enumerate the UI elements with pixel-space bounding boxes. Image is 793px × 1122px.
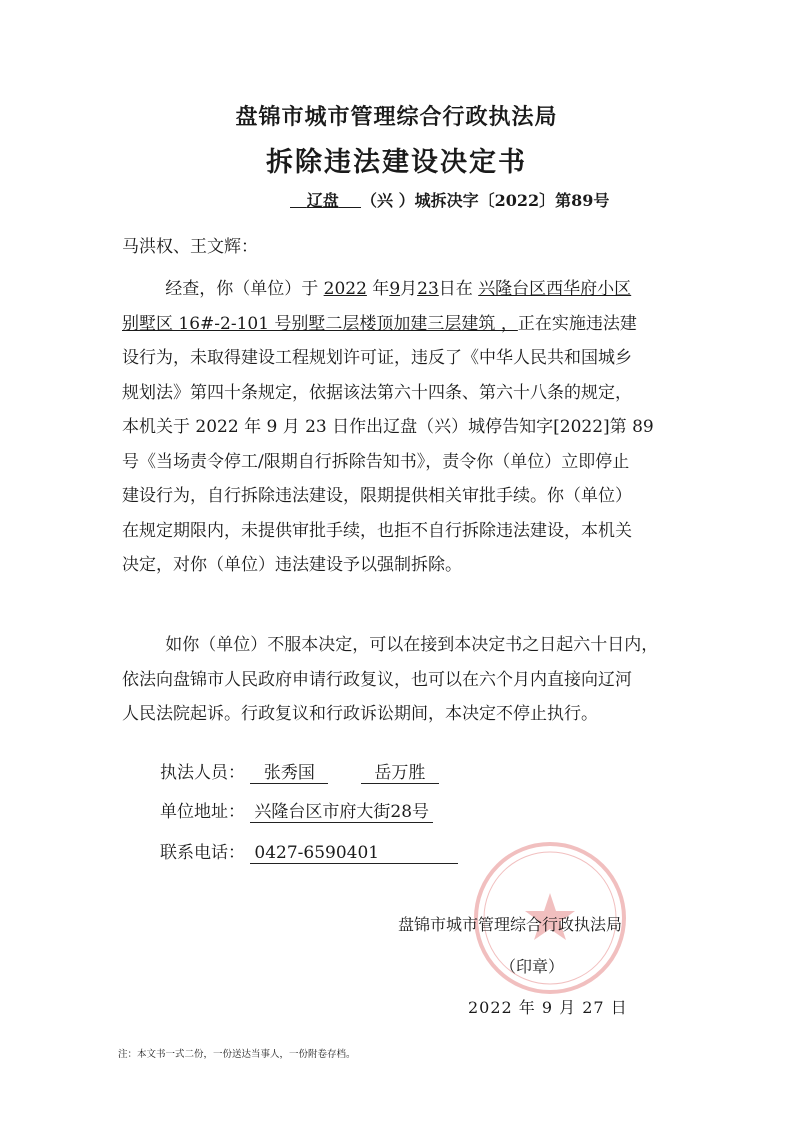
address-label: 单位地址： — [160, 802, 245, 822]
paragraph-line: 人民法院起诉。行政复议和行政诉讼期间，本决定不停止执行。 — [122, 704, 598, 724]
document-number — [290, 188, 609, 211]
paragraph-line: 本机关于 2022 年 9 月 23 日作出辽盘（兴）城停告知字[2022]第 89 — [122, 417, 654, 437]
paragraph-line: 别墅区 16#-2-101 号别墅二层楼顶加建三层建筑 ，正在实施违法建 — [122, 313, 637, 334]
doc-title: 拆除违法建设决定书 — [266, 147, 527, 178]
paragraph-line: 设行为，未取得建设工程规划许可证，违反了《中华人民共和国城乡 — [122, 348, 632, 368]
officer-1: 张秀国 — [250, 763, 328, 784]
paragraph-line: 经查，你（单位）于 2022 年9月23日在 兴隆台区西华府小区 — [165, 279, 632, 299]
phone-value: 0427-6590401 — [250, 843, 458, 864]
signature-seal-label: （印章） — [500, 957, 565, 976]
doc-number-suffix: （兴 ）城拆决字〔2022〕第89号 — [361, 191, 610, 210]
paragraph-line: 建设行为，自行拆除违法建设，限期提供相关审批手续。你（单位） — [122, 486, 632, 506]
body-paragraph-1 — [122, 272, 682, 583]
paragraph-line: 号《当场责令停工/限期自行拆除告知书》，责令你（单位）立即停止 — [122, 451, 630, 472]
signature-org: 盘锦市城市管理综合行政执法局 — [398, 915, 623, 934]
violation-day: 23 — [417, 279, 439, 299]
paragraph-line: 在规定期限内，未提供审批手续，也拒不自行拆除违法建设，本机关 — [122, 520, 632, 541]
address-row — [160, 797, 433, 823]
doc-number-prefix: 辽盘 — [306, 191, 339, 210]
violation-location: 兴隆台区西华府小区 — [478, 279, 632, 299]
addressee: 马洪权、王文辉： — [122, 237, 258, 257]
paragraph-line: 规划法》第四十条规定，依据该法第六十四条、第六十八条的规定， — [122, 382, 632, 403]
officers-label: 执法人员： — [160, 763, 245, 783]
officer-2: 岳万胜 — [361, 763, 439, 784]
phone-label: 联系电话： — [160, 843, 245, 863]
paragraph-line: 决定，对你（单位）违法建设予以强制拆除。 — [122, 555, 462, 575]
violation-month: 9 — [389, 279, 401, 299]
body-paragraph-2 — [122, 628, 682, 732]
paragraph-line: 如你（单位）不服本决定，可以在接到本决定书之日起六十日内， — [165, 635, 659, 655]
violation-year: 2022 — [323, 279, 367, 299]
footnote: 注：本文书一式二份，一份送达当事人，一份附卷存档。 — [118, 1049, 356, 1060]
paragraph-line: 依法向盘锦市人民政府申请行政复议，也可以在六个月内直接向辽河 — [122, 669, 632, 690]
phone-row — [160, 838, 458, 864]
officers-row — [160, 758, 439, 784]
address-value: 兴隆台区市府大街28号 — [250, 802, 433, 823]
signature-date: 2022 年 9 月 27 日 — [468, 998, 628, 1017]
violation-location-detail: 别墅区 16#-2-101 号别墅二层楼顶加建三层建筑 ， — [122, 313, 518, 334]
org-title: 盘锦市城市管理综合行政执法局 — [235, 104, 558, 130]
